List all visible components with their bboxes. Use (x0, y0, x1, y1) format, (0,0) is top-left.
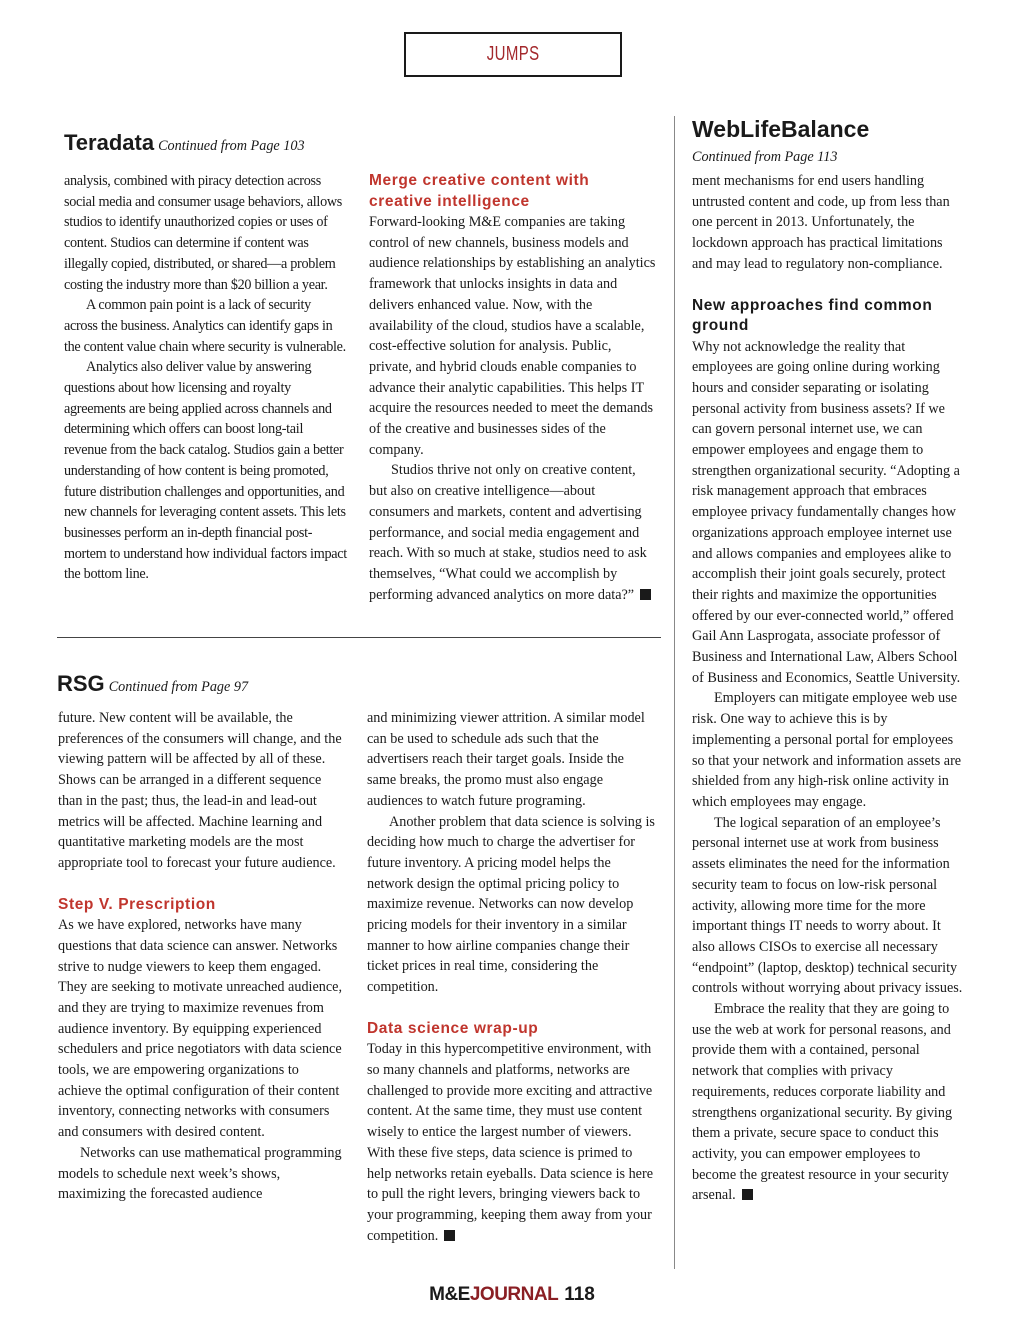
rsg-continued: Continued from Page 97 (108, 679, 249, 695)
paragraph: Analytics also deliver value by answering questions about how licensing and royalty agreements are being applied across channels and determining which offers can boost long-tail revenue from the back catalog. Studios gain a better understanding of how content is being promoted, future distribution challenges and opportunities, and new channels for leveraging content assets. This lets businesses perform an in-depth financial post-mortem to understand how individual factors impact the bottom line. (64, 359, 347, 583)
weblife-continued: Continued from Page 113 (692, 149, 838, 165)
footer-brand-journal: JOURNAL (469, 1284, 559, 1305)
paragraph: analysis, combined with piracy detection across social media and consumer usage behaviors, allows studios to identify unauthorized copies or uses of content. Studios can determine if content was illegally copied, distributed, or shared—a problem costing the industry more than $20 billion a year. (64, 173, 343, 293)
paragraph: The logical separation of an employee’s personal internet use at work from business assets eliminates the need for the information security team to focus on low-risk personal activity, allowing more time for the more important things IT needs to worry about. It also allows CISOs to exercise all necessary “endpoint” (laptop, desktop) technical security controls without worrying about privacy issues. (692, 814, 963, 997)
section-header-box (404, 32, 622, 77)
weblife-title: WebLifeBalance (692, 116, 870, 142)
paragraph: A common pain point is a lack of security across the business. Analytics can identify gaps in the content value chain where security is vulnerable. (64, 297, 346, 355)
section-divider (57, 637, 661, 638)
paragraph-text: Studios thrive not only on creative content, but also on creative intelligence—about consumers and markets, content and advertising performance, and social media engagement and reach. With so much at stake, studios need to ask themselves, “What could we accomplish by performing advanced analytics on more data?” (369, 462, 647, 603)
paragraph-text: Today in this hypercompetitive environment, with so many channels and platforms, networks are challenged to provide more exciting and attractive content. At the same time, they must use content wisely to entice the largest number of viewers. With these five steps, data science is primed to help networks retain eyeballs. Data science is here to pull the right levers, bringing viewers back to your programming, keeping them away from your competition. (367, 1041, 653, 1244)
weblife-column (692, 171, 966, 1206)
column-divider (674, 116, 675, 1269)
section-header-label: JUMPS (486, 43, 540, 65)
paragraph: Why not acknowledge the reality that employees are going online during working hours and consider separating or isolating personal activity from business assets? If we can govern personal internet use, we can empower employees and engage them to strengthen organizational security. “Adopting a risk management approach that embraces employee privacy fundamentally changes how organizations approach employee internet use and allows companies and employees alike to accomplish their joint goals securely, protect their rights and maximize the opportunities offered by our ever-connected world,” offered Gail Ann Lasprogata, associate professor of Business and International Law, Albers School of Business and Economics, Seattle University. (692, 338, 961, 686)
footer-folio (0, 1284, 1024, 1306)
paragraph: and minimizing viewer attrition. A similar model can be used to schedule ads such that the advertisers reach their target goals. Inside the same breaks, the promo must also engage audiences to watch future programing. (367, 710, 645, 809)
paragraph-with-endmark (692, 999, 966, 1206)
rsg-column-1 (58, 708, 345, 1205)
rsg-column-2 (367, 708, 656, 1246)
rsg-subhead-wrapup: Data science wrap-up (367, 1019, 539, 1037)
end-mark-icon (742, 1189, 753, 1200)
teradata-headline (64, 130, 364, 156)
teradata-title: Teradata (64, 130, 155, 155)
paragraph: Forward-looking M&E companies are taking control of new channels, business models and audience relationships by establishing an analytics framework that unlocks insights in data and delivers enhanced value. Now, with the availability of the cloud, studios have a scalable, cost-effective solution for analysis. Public, private, and hybrid clouds enable companies to advance their analytic capabilities. This helps IT acquire the resources needed to meet the demands of the creative and businesses sides of the company. (369, 214, 656, 458)
end-mark-icon (640, 589, 651, 600)
rsg-headline (57, 671, 357, 697)
paragraph: ment mechanisms for end users handling untrusted content and code, up from less than one percent in 2013. Unfortunately, the lockdown approach has practical limitations and may lead to regulatory non-compliance. (692, 173, 950, 272)
paragraph: future. New content will be available, the preferences of the consumers will change, and the viewing pattern will be affected by all of these. Shows can be arranged in a different sequence than in the past; thus, the lead-in and lead-out metrics will be affected. Machine learning and quantitative marketing models are the most appropriate tool to forecast your future audience. (58, 710, 342, 871)
teradata-subhead: Merge creative content with creative intelligence (369, 172, 590, 210)
paragraph-text: Embrace the reality that they are going to use the web at work for personal reasons, and provide them with a contained, personal network that complies with privacy requirements, reduces corporate liability and strengthens organizational security. By giving them a private, secure space to conduct this activity, you can empower employees to become the greatest resource in your security arsenal. (692, 1001, 953, 1204)
end-mark-icon (444, 1230, 455, 1241)
paragraph: As we have explored, networks have many questions that data science can answer. Networks strive to nudge viewers to keep them engaged. They are seeking to motivate unreached audience, and they are trying to maximize revenues from audience inventory. By equipping experienced schedulers and price negotiators with data science tools, we are empowering organizations to achieve the optimal configuration of their content inventory, connecting networks with consumers and consumers with desired content. (58, 917, 343, 1141)
paragraph-with-endmark (369, 460, 656, 605)
rsg-subhead-prescription: Step V. Prescription (58, 895, 216, 913)
weblife-subhead: New approaches find common ground (692, 296, 933, 335)
paragraph: Networks can use mathematical programming models to schedule next week’s shows, maximizing the forecasted audience (58, 1144, 342, 1203)
teradata-column-1 (64, 171, 347, 585)
paragraph: Employers can mitigate employee web use risk. One way to achieve this is by implementing a personal portal for employees so that your network and information assets are shielded from any high-risk online activity in which employees may engage. (692, 690, 962, 810)
paragraph: Another problem that data science is solving is deciding how much to charge the advertiser for future inventory. A pricing model helps the network design the optimal pricing policy to maximize revenue. Networks can now develop pricing models for their inventory in a similar manner to how airline companies change their ticket prices in real time, considering the competition. (367, 813, 655, 996)
weblife-headline (692, 114, 982, 167)
footer-page-number: 118 (564, 1284, 595, 1305)
teradata-continued: Continued from Page 103 (158, 138, 305, 154)
teradata-column-2 (369, 171, 656, 605)
rsg-title: RSG (57, 671, 105, 696)
footer-brand-me: M&E (429, 1284, 470, 1305)
paragraph-with-endmark (367, 1039, 656, 1246)
